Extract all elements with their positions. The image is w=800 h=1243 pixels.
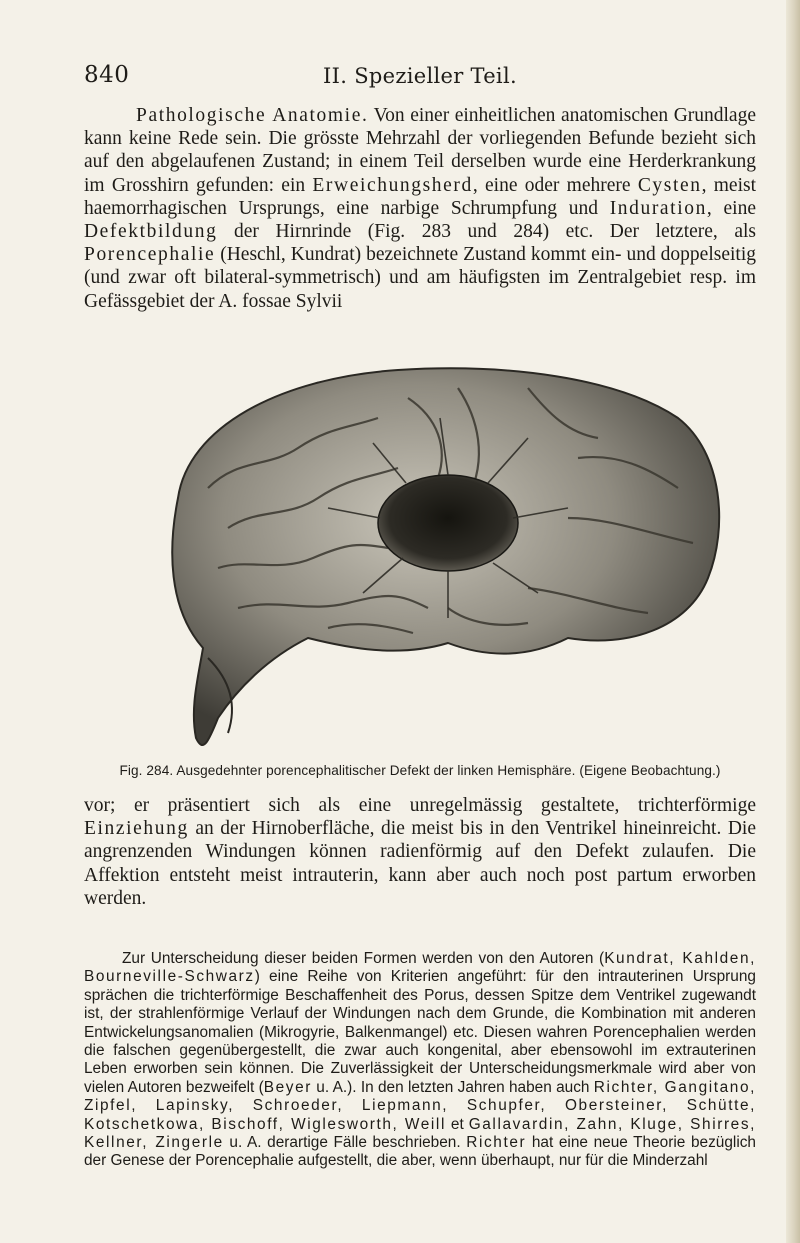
- brain-illustration: [148, 358, 728, 758]
- running-head: II. Spezieller Teil.: [323, 64, 517, 88]
- section-heading: Pathologische Anatomie.: [136, 105, 369, 126]
- small-print-paragraph: Zur Unterscheidung dieser beiden Formen werden von den Autoren (Kundrat, Kahlden, Bourneville-Schwarz) eine Reihe von Kriterien angeführt: für den intrauterinen Ursprung sprächen die trichterförmige Beschaffenheit des Porus, dessen Spitze dem Ventrikel zugewandt ist, der strahlenförmige Verlauf der Windungen nach dem Grunde, die Kombination mit anderen Entwickelungsanomalien (Mikrogyrie, Balkenmangel) etc. Diesen wahren Porencephalien werden die falschen gegenübergestellt, die zwar auch kongenital, aber ebensowohl im extrauterinen Leben erworben sein können. Die Zuverlässigkeit der Unterscheidungsmerkmale wird aber von vielen Autoren bezweifelt (Beyer u. A.). In den letzten Jahren haben auch Richter, Gangitano, Zipfel, Lapinsky, Schroeder, Liepmann, Schupfer, Obersteiner, Schütte, Kotschetkowa, Bischoff, Wiglesworth, Weill et Gallavardin, Zahn, Kluge, Shirres, Kellner, Zingerle u. A. derartige Fälle beschrieben. Richter hat eine neue Theorie bezüglich der Genese der Porencephalie aufgestellt, die aber, wenn überhaupt, nur für die Minderzahl: [84, 950, 757, 1170]
- paragraph-pathologische-anatomie: Pathologische Anatomie. Von einer einheitlichen anatomischen Grundlage kann keine Rede sein. Die grösste Mehrzahl der vorliegenden Befunde bezieht sich auf den abgelaufenen Zustand; in einem Teil derselben wurde eine Herderkrankung im Grosshirn gefunden: ein Erweichungsherd, eine oder mehrere Cysten, meist haemorrhagischen Ursprungs, eine narbige Schrumpfung und Induration, eine Defektbildung der Hirnrinde (Fig. 283 und 284) etc. Der letztere, als Porencephalie (Heschl, Kundrat) bezeichnete Zustand kommt ein- und doppelseitig (und zwar oft bilateral-symmetrisch) und am häufigsten im Zentralgebiet resp. im Gefässgebiet der A. fossae Sylvii: [84, 105, 757, 312]
- paragraph-continuation: vor; er präsentiert sich als eine unregelmässig gestaltete, trichterförmige Einziehung an der Hirnoberfläche, die meist bis in den Ventrikel hineinreicht. Die angrenzenden Windungen können radienförmig auf den Defekt zulaufen. Die Affektion entsteht meist intrauterin, kann aber auch noch post partum erworben werden.: [84, 795, 756, 909]
- page-edge: [786, 0, 800, 1243]
- figure-caption: Fig. 284. Ausgedehnter porencephalitischer Defekt der linken Hemisphäre. (Eigene Beobachtung.): [119, 763, 721, 778]
- page-header: [84, 62, 756, 92]
- page-number: 840: [84, 62, 130, 88]
